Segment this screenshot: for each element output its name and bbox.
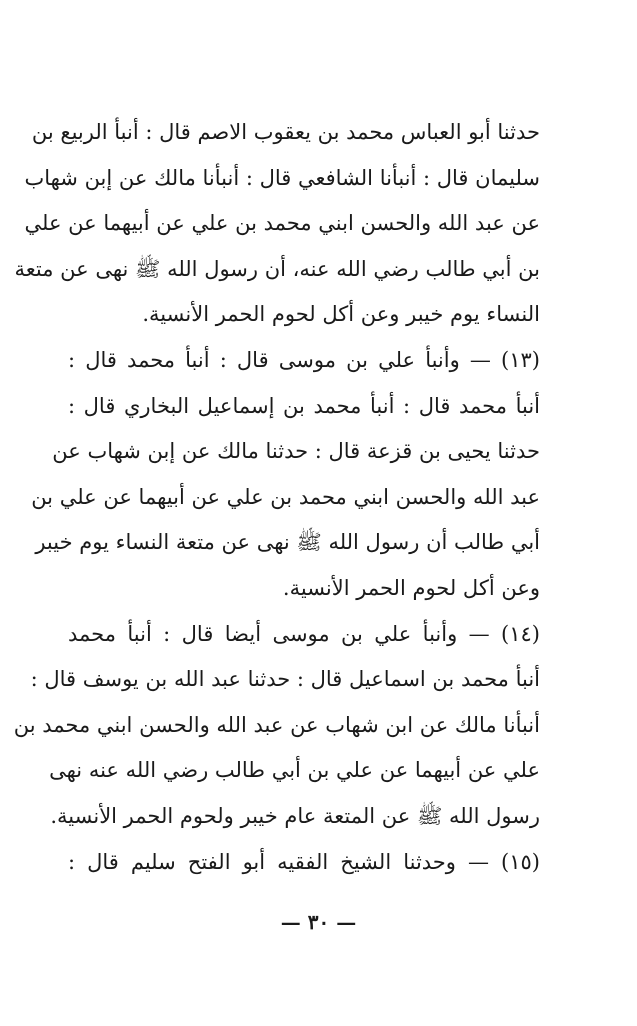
body-text [13,110,540,885]
text-line: بن أبي طالب رضي الله عنه، أن رسول الله ﷺ نهى عن متعة [14,256,540,281]
text-line: حدثنا يحيى بن قزعة قال : حدثنا مالك عن إبن شهاب عن [52,439,540,464]
text-line: عبد الله والحسن ابني محمد بن علي عن أبيهما عن علي بن [31,484,540,509]
hadith-13-heading: (١٣) — وأنبأ علي بن موسى قال : أنبأ محمد قال : [68,347,540,372]
text-line: أنبأ محمد بن اسماعيل قال : حدثنا عبد الله بن يوسف قال : [30,667,540,692]
hadith-14-heading: (١٤) — وأنبأ علي بن موسى أيضا قال : أنبأ محمد [68,621,540,646]
text-line: عن عبد الله والحسن ابني محمد بن علي عن أبيهما عن علي [24,211,540,236]
text-line: سليمان قال : أنبأنا الشافعي قال : أنبأنا مالك عن إبن شهاب [24,165,540,190]
text-line: رسول الله ﷺ عن المتعة عام خيبر ولحوم الحمر الأنسية. [50,803,540,828]
text-line: أبي طالب أن رسول الله ﷺ نهى عن متعة النساء يوم خيبر [35,530,540,555]
text-line: أنبأنا مالك عن ابن شهاب عن عبد الله والحسن ابني محمد بن [13,712,540,737]
hadith-15-heading: (١٥) — وحدثنا الشيخ الفقيه أبو الفتح سليم قال : [68,849,540,874]
text-line: وعن أكل لحوم الحمر الأنسية. [282,575,540,600]
page-number: — ٣٠ — [280,910,357,934]
text-line: حدثنا أبو العباس محمد بن يعقوب الاصم قال : أنبأ الربيع بن [31,120,540,144]
text-line: أنبأ محمد قال : أنبأ محمد بن إسماعيل البخاري قال : [68,393,540,418]
text-line: علي عن أبيهما عن علي بن أبي طالب رضي الله عنه نهى [49,758,540,783]
text-line: النساء يوم خيبر وعن أكل لحوم الحمر الأنسية. [142,302,540,327]
